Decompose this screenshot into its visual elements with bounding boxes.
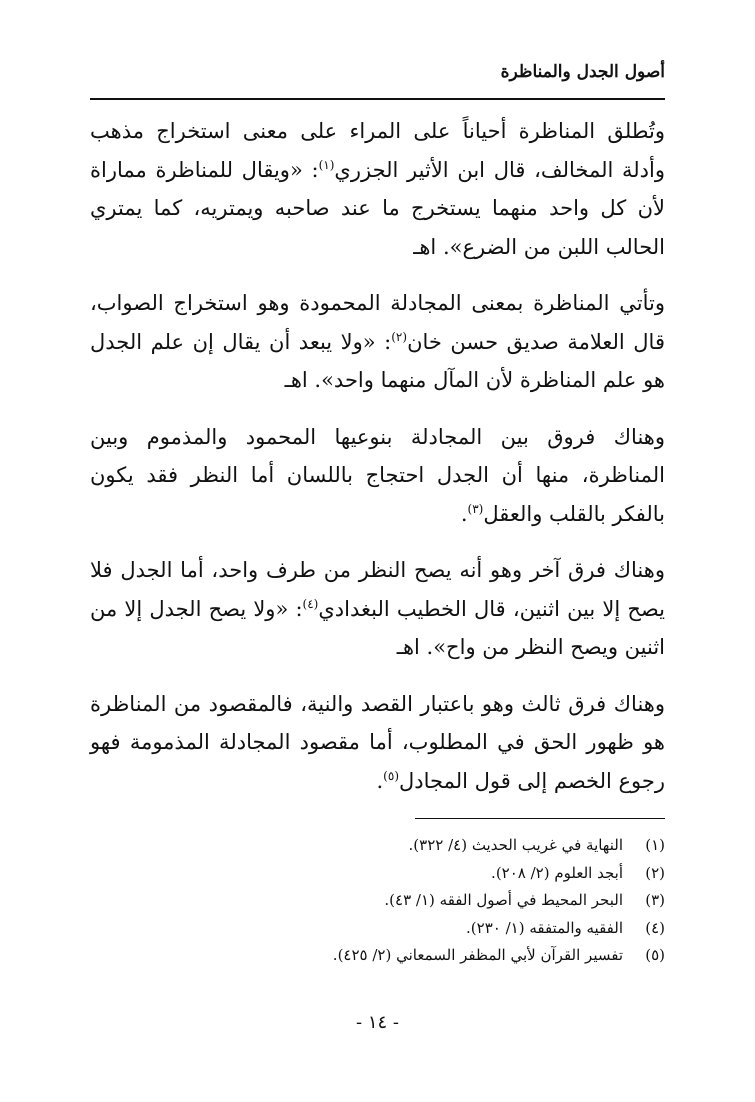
footnote-text: الفقيه والمتفقه (١/ ٢٣٠). (466, 918, 623, 937)
body-text (90, 112, 665, 818)
paragraph-2: وتأتي المناظرة بمعنى المجادلة المحمودة وهو استخراج الصواب، قال العلامة صديق حسن خان$^{(٢)}$: «ولا يبعد أن يقال إن علم الجدل هو علم المناظرة لأن المآل منهما واحد». اهـ (90, 291, 665, 392)
running-header: أصول الجدل والمناظرة (500, 62, 665, 82)
footnote-ref-3[interactable]: (٣) (467, 501, 484, 516)
footnote-text: أبجد العلوم (٢/ ٢٠٨). (491, 863, 623, 882)
footnote-text: تفسير القرآن لأبي المظفر السمعاني (٢/ ٤٢٥). (332, 946, 623, 964)
footnote-text: النهاية في غريب الحديث (٤/ ٣٢٢). (408, 836, 623, 854)
footnote-number: (٢) (645, 863, 665, 882)
footnote-item (90, 832, 665, 860)
footnote-ref-4[interactable]: (٤) (302, 596, 319, 611)
footnote-ref-1[interactable]: (١) (318, 157, 335, 172)
footnote-item (90, 915, 665, 943)
paragraph-1: وتُطلق المناظرة أحياناً على المراء على معنى استخراج مذهب وأدلة المخالف، قال ابن الأثير الجزري$^{(١)}$: «ويقال للمناظرة مماراة لأن كل واحد منهما يستخرج ما عند صاحبه ويمتريه، كما يمتري الحالب اللبن من الضرع». اهـ (90, 119, 665, 259)
paragraph-4: وهناك فرق آخر وهو أنه يصح النظر من طرف واحد، أما الجدل فلا يصح إلا بين اثنين، قال الخطيب البغدادي$^{(٤)}$: «ولا يصح الجدل إلا من اثنين ويصح النظر من واح». اهـ (90, 558, 665, 659)
footnote-item (90, 860, 665, 888)
footnote-number: (٣) (645, 891, 665, 909)
footnotes (90, 832, 665, 970)
footnote-number: (٥) (645, 946, 665, 964)
footnote-item (90, 887, 665, 915)
footnote-text: البحر المحيط في أصول الفقه (١/ ٤٣). (384, 891, 623, 909)
footnote-item (90, 942, 665, 970)
footnote-ref-5[interactable]: (٥) (383, 768, 399, 783)
footnote-number: (١) (645, 836, 665, 854)
footnote-ref-2[interactable]: (٢) (391, 329, 408, 344)
footnote-number: (٤) (645, 918, 665, 937)
header-rule (90, 98, 665, 100)
paragraph-5: وهناك فرق ثالث وهو باعتبار القصد والنية، فالمقصود من المناظرة هو ظهور الحق في المطلوب، أما مقصود المجادلة المذمومة فهو رجوع الخصم إلى قول المجادل$^{(٥)}$. (90, 691, 665, 793)
paragraph-3: وهناك فروق بين المجادلة بنوعيها المحمود والمذموم وبين المناظرة، منها أن الجدل احتجاج باللسان أما النظر فقد يكون بالفكر بالقلب والعقل$^{(٣)}$. (90, 424, 665, 526)
footnote-separator (415, 818, 665, 819)
page-number: - ١٤ - (356, 1012, 399, 1033)
